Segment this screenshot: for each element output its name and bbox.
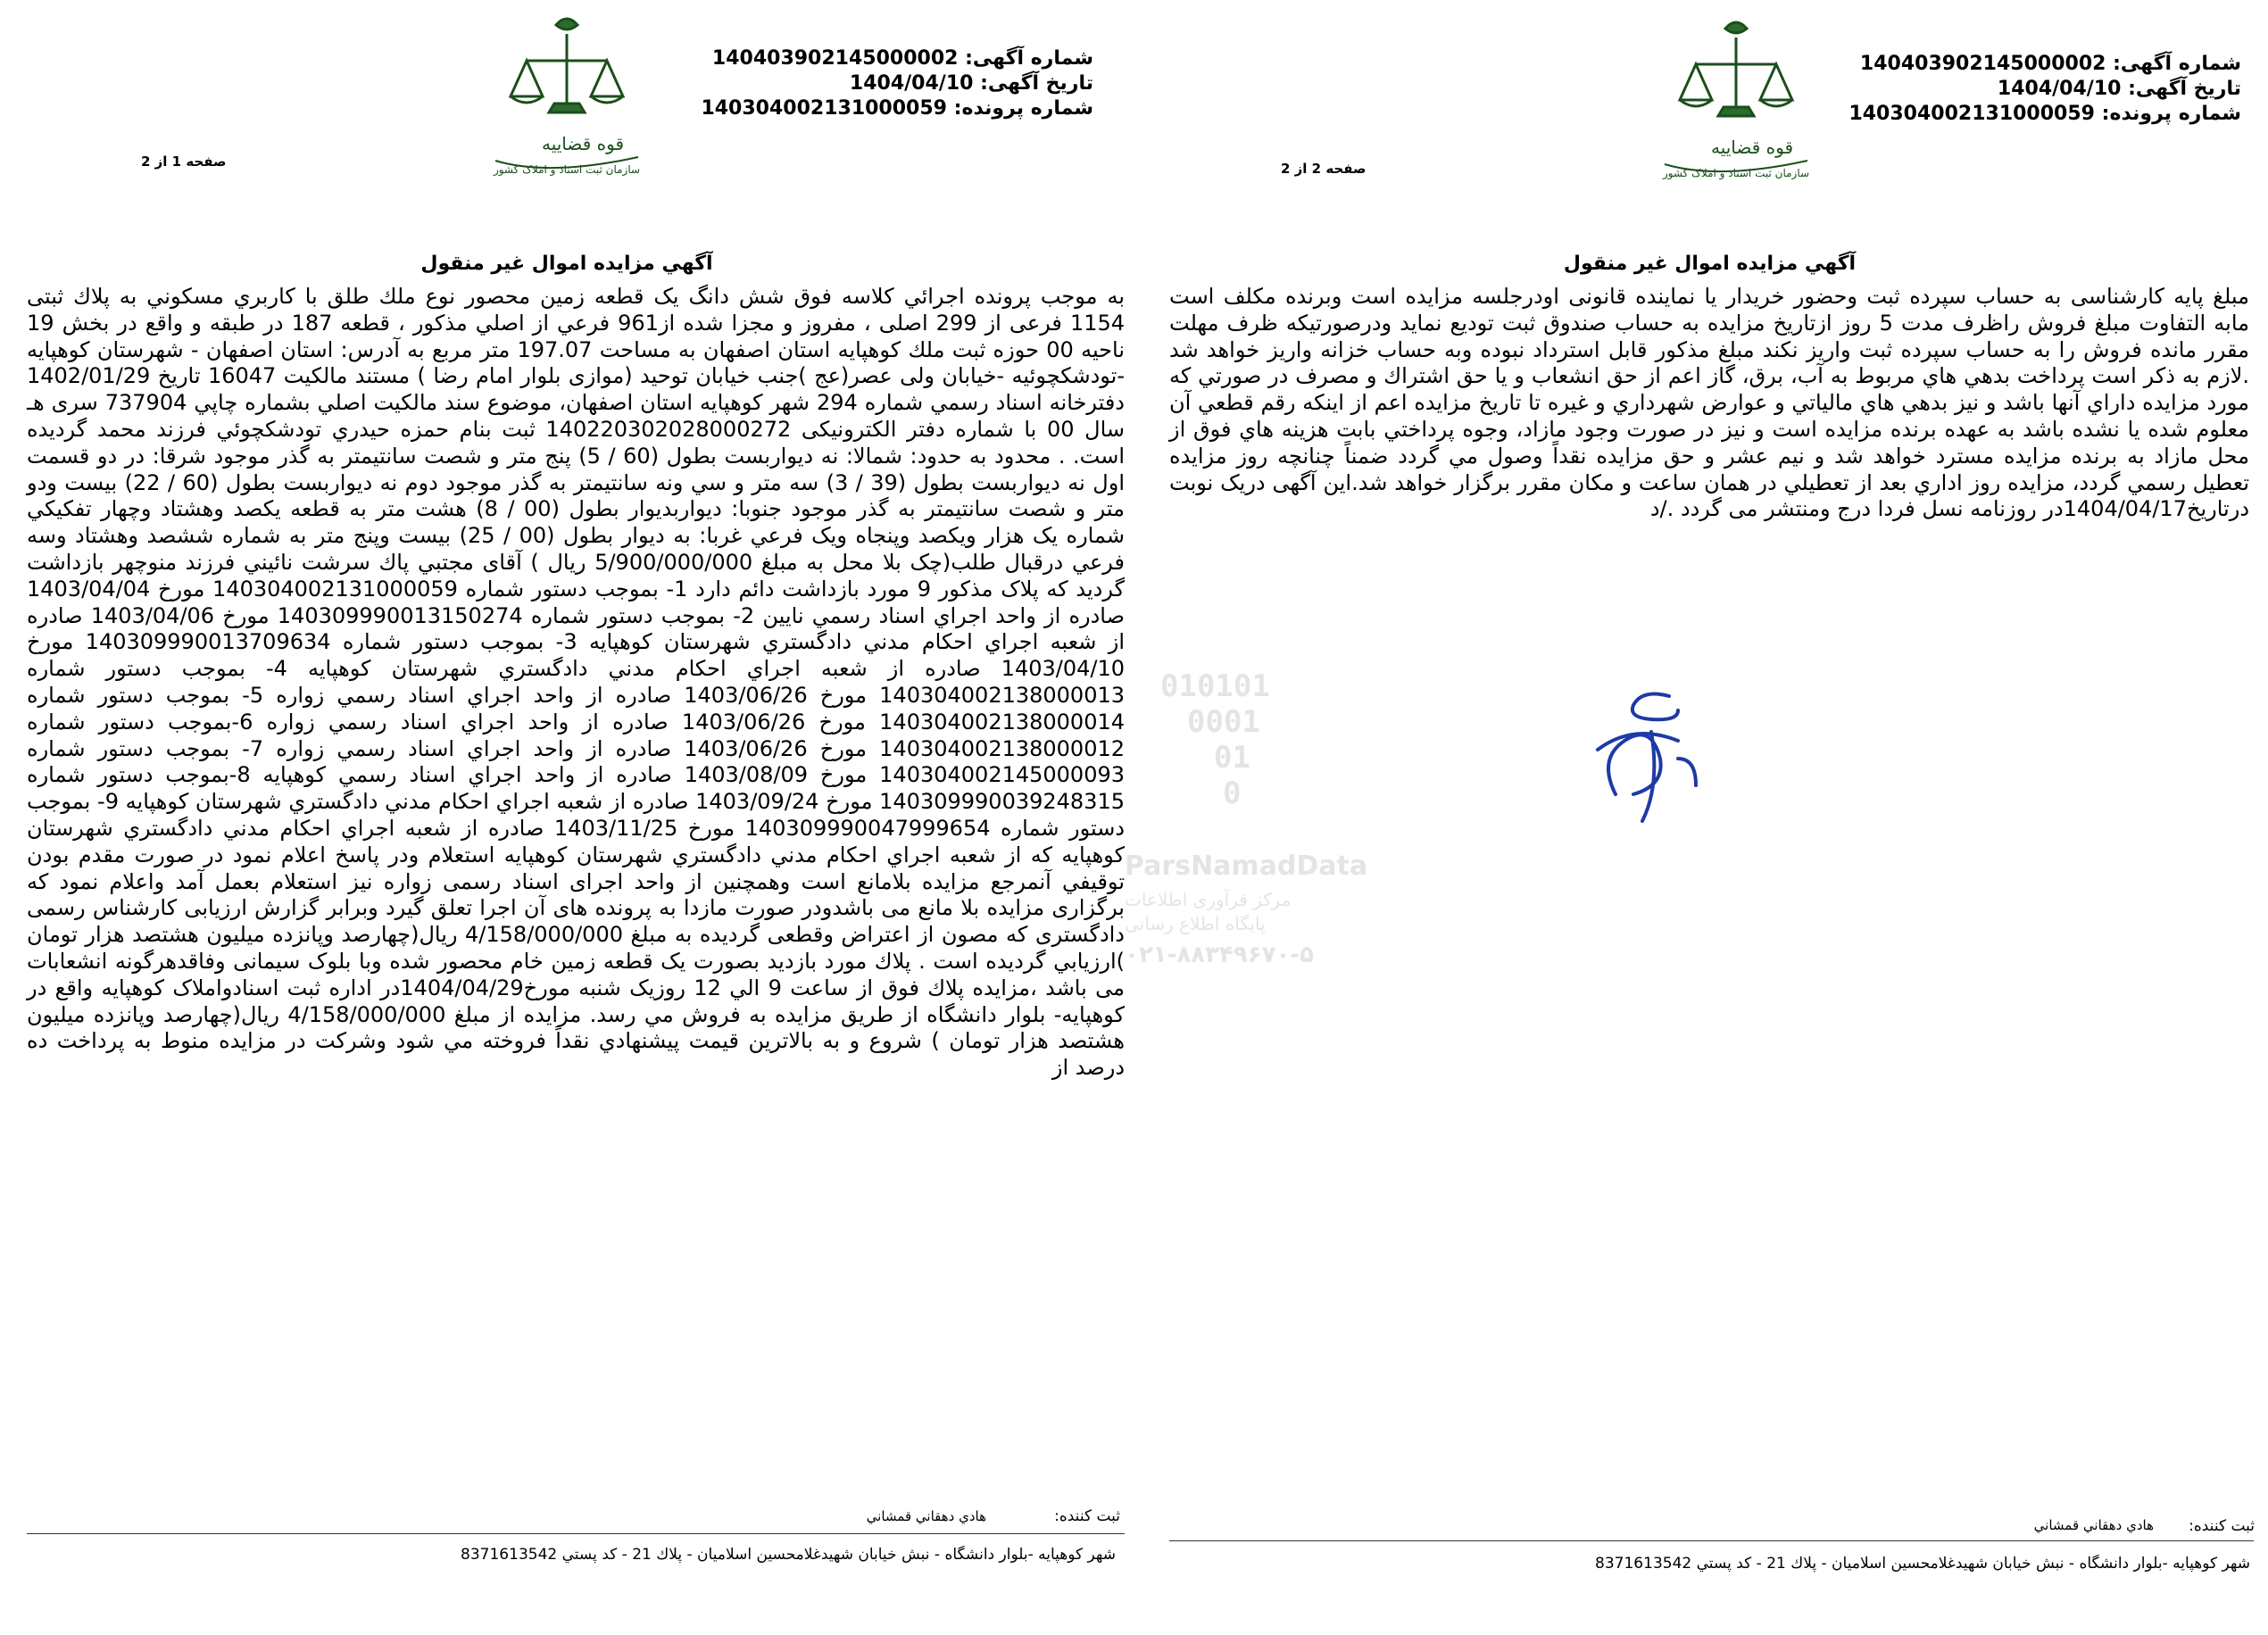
svg-text:0001: 0001 [1187, 704, 1260, 740]
ad-number: 140403902145000002 [711, 47, 959, 70]
notice-body [1169, 284, 2249, 523]
file-number: 140304002131000059 [1848, 103, 2095, 125]
ad-number-label: شماره آگهی: [965, 47, 1093, 70]
file-number-label: شماره پرونده: [953, 97, 1093, 120]
ad-date: 1404/04/10 [1997, 78, 2122, 100]
ad-date-label: تاریخ آگهی: [2128, 78, 2241, 100]
judiciary-emblem-icon [1647, 11, 1825, 180]
judiciary-emblem-icon [478, 7, 656, 177]
footer-address: شهر كوهپايه -بلوار دانشگاه - نبش خيابان شهيدغلامحسين اسلاميان - پلاك 21 - كد پستي 8371613542 [1595, 1555, 2250, 1573]
ad-date-row [701, 71, 1093, 96]
svg-text:۰۲۱-۸۸۳۴۹۶۷۰-۵: ۰۲۱-۸۸۳۴۹۶۷۰-۵ [1125, 942, 1315, 968]
signature [1562, 678, 1723, 830]
ad-number-label: شماره آگهی: [2113, 53, 2241, 75]
signer-name: هادي دهقاني قمشاني [2033, 1517, 2154, 1533]
ad-date-row [1848, 77, 2241, 102]
footer-divider [27, 1533, 1125, 1534]
header-info [701, 46, 1093, 121]
svg-text:ParsNamadData: ParsNamadData [1125, 851, 1366, 882]
svg-text:مرکز فرآوری اطلاعات: مرکز فرآوری اطلاعات [1125, 889, 1292, 910]
svg-text:سازمان ثبت اسناد و املاک کشور: سازمان ثبت اسناد و املاک کشور [493, 163, 641, 176]
file-number-row [1848, 102, 2241, 127]
notice-title: آگهي مزايده اموال غير منقول [420, 253, 713, 275]
file-number-row [701, 96, 1093, 121]
page-indicator: صفحه 2 از 2 [1281, 161, 1367, 177]
header-info [1848, 52, 2241, 127]
page-indicator: صفحه 1 از 2 [141, 154, 227, 170]
svg-text:پایگاه اطلاع رسانی: پایگاه اطلاع رسانی [1125, 913, 1266, 934]
notice-title: آگهي مزايده اموال غير منقول [1563, 253, 1857, 275]
svg-text:01: 01 [1214, 740, 1250, 776]
signer-label: ثبت كننده: [2189, 1517, 2255, 1535]
svg-text:010101: 010101 [1160, 668, 1270, 704]
svg-text:سازمان ثبت اسناد و املاک کشور: سازمان ثبت اسناد و املاک کشور [1662, 167, 1810, 179]
svg-text:0: 0 [1223, 776, 1242, 811]
ad-date-label: تاریخ آگهی: [980, 72, 1093, 95]
footer-address: شهر كوهپايه -بلوار دانشگاه - نبش خيابان شهيدغلامحسين اسلاميان - پلاك 21 - كد پستي 8371613542 [461, 1546, 1116, 1564]
notice-body-text: مبلغ پایه کارشناسی به حساب سپرده ثبت وحضور خريدار يا نماينده قانونی اودرجلسه مزايده است وبرنده مكلف است مابه التفاوت مبلغ فروش راظرف مدت 5 روز ازتاريخ مزايده به حساب صندوق ثبت توديع نمايد ودرصورتیكه ظرف مهلت مقرر مانده فروش را به حساب سپرده ثبت واريز نكند مبلغ مذكور قابل استرداد نبوده وبه حساب خزانه واريز خواهد شد .لازم به ذكر است پرداخت بدهي هاي مربوط به آب، برق، گاز اعم از حق انشعاب و يا حق اشتراك و مصرف در صورتي كه مورد مزايده داراي آنها باشد و نيز بدهي هاي مالياتي و عوارض شهرداري و غيره تا تاريخ مزايده اعم از اينكه رقم قطعي آن معلوم شده يا نشده باشد به عهده برنده مزايده است و نيز در صورت وجود مازاد، وجوه پرداختي بابت هزينه هاي فوق از محل مازاد به برنده مزايده مسترد خواهد شد و نيم عشر و حق مزايده نقداً وصول مي گردد ضمناً چنانچه روز مزايده تعطيل رسمي گردد، مزايده روز اداري بعد از تعطيلي در همان ساعت و مكان مقرر برگزار خواهد شد.این آگهی دریک نوبت درتاریخ1404/04/17در روزنامه نسل فردا درج ومنتشر می گردد ./د [1169, 284, 2250, 522]
ad-number-row [1848, 52, 2241, 77]
file-number-label: شماره پرونده: [2101, 103, 2241, 125]
signer-label: ثبت كننده: [1054, 1507, 1120, 1525]
ad-date: 1404/04/10 [849, 72, 974, 95]
ad-number: 140403902145000002 [1859, 53, 2106, 75]
svg-text:قوه قضاییه: قوه قضاییه [541, 133, 625, 154]
signer-name: هادي دهقاني قمشاني [866, 1508, 986, 1524]
notice-body [27, 284, 1125, 1082]
file-number: 140304002131000059 [701, 97, 947, 120]
notice-body-text: به موجب پرونده اجرائي كلاسه فوق شش دانگ یک قطعه زمين محصور نوع ملك طلق با كاربري مسكوني به پلاك ثبتی 1154 فرعی از 299 اصلی ، مفروز و مجزا شده از961 فرعي از اصلي مذكور ، قطعه 187 در طبقه و واقع در بخش 19 ناحيه 00 حوزه ثبت ملك كوهپايه استان اصفهان به مساحت 197.07 متر مربع به آدرس: استان اصفهان - شهرستان كوهپايه -تودشكچوئيه -خيابان ولی عصر(عج )جنب خيابان توحيد (موازی بلوار امام رضا ) مستند مالکیت 16047 تاريخ 1402/01/29 دفترخانه اسناد رسمي شماره 294 شهر كوهپايه استان اصفهان، موضوع سند مالکیت اصلي بشماره چاپي 737904 سری هـ سال 00 با شماره دفتر الكترونيكی 140220302028000272 ثبت بنام حمزه حيدري تودشكچوئي فرزند محمد گرديده است. . محدود به حدود: شمالا: نه ديواربست بطول (60 / 5) پنج متر و شصت سانتيمتر به گذر موجود شرقا: در دو قسمت اول نه ديواربست بطول (39 / 3) سه متر و سي ونه سانتيمتر به گذر موجود دوم نه ديواربست بطول (60 / 22) بيست ودو متر و شصت سانتيمتر به گذر موجود جنوبا: ديواربديوار بطول (00 / 8) هشت متر به قطعه یکصد وهشتاد وچهار تفكيكي شماره يک هزار ويكصد وپنجاه ويک فرعي غربا: به ديوار بطول (00 / 25) بيست وپنج متر به شماره ششصد وهشتاد وسه فرعي درقبال طلب(چک بلا محل به مبلغ 5/900/000/000 ريال ) آقای مجتبي پاك سرشت نائيني فرزند منوچهر بازداشت گرديد كه پلاک مذكور 9 مورد بازداشت دائم دارد 1- بموجب دستور شماره 140304002131000059 مورخ 1403/04/04 صادره از واحد اجراي اسناد رسمي نايين 2- بموجب دستور شماره 140309990013150274 مورخ 1403/04/06 صادره از شعبه اجراي احكام مدني دادگستري شهرستان كوهپايه 3- بموجب دستور شماره 140309990013709634 مورخ 1403/04/10 صادره از شعبه اجراي احكام مدني دادگستري شهرستان كوهپايه 4- بموجب دستور شماره 140304002138000013 مورخ 1403/06/26 صادره از واحد اجراي اسناد رسمي زواره 5- بموجب دستور شماره 140304002138000014 مورخ 1403/06/26 صادره از واحد اجراي اسناد رسمي زواره 6-بموجب دستور شماره 140304002138000012 مورخ 1403/06/26 صادره از واحد اجراي اسناد رسمي زواره 7- بموجب دستور شماره 140304002145000093 مورخ 1403/08/09 صادره از واحد اجراي اسناد رسمي كوهپايه 8-بموجب دستور شماره 140309990039248315 مورخ 1403/09/24 صادره از شعبه اجراي احكام مدني دادگستري شهرستان كوهپايه 9- بموجب دستور شماره 140309990047999654 مورخ 1403/11/25 صادره از شعبه اجراي احكام مدني دادگستري شهرستان كوهپايه كه از شعبه اجراي احكام مدني دادگستري شهرستان كوهپايه استعلام ودر پاسخ اعلام نمود در صورت مقدم بودن توقيفي آنمرجع مزايده بلامانع است وهمچنين از واحد اجرای اسناد رسمی زواره نيز استعلام بعمل آمد واعلام نمود كه برگزاری مزايده بلا مانع می باشدودر صورت مازدا به پرونده های آن اجرا تعلق گيرد وبرابر گزارش ارزيابی كارشناس رسمی دادگستری كه مصون از اعتراض وقطعی گرديده به مبلغ 4/158/000/000 ريال(چهارصد وپانزده ميليون هشتصد هزار تومان )ارزيابي گرديده است . پلاك مورد بازديد بصورت يک قطعه زمين خام محصور شده وبا بلوک سيمانی وفاقدهرگونه انشعابات می باشد ،مزايده پلاك فوق از ساعت 9 الي 12 روزيک شنبه مورخ1404/04/29در اداره ثبت اسنادواملاک كوهپايه واقع در كوهپايه- بلوار دانشگاه از طريق مزايده به فروش مي رسد. مزايده از مبلغ 4/158/000/000 ريال(چهارصد وپانزده ميليون هشتصد هزار تومان ) شروع و به بالاترين قيمت پيشنهادي نقداً فروخته مي شود وشركت در مزايده منوط به پرداخت ده درصد از [27, 284, 1126, 1081]
svg-text:قوه قضاییه: قوه قضاییه [1710, 137, 1794, 158]
ad-number-row [701, 46, 1093, 71]
parsnamad-watermark [1071, 652, 1366, 991]
footer-divider [1169, 1540, 2254, 1541]
